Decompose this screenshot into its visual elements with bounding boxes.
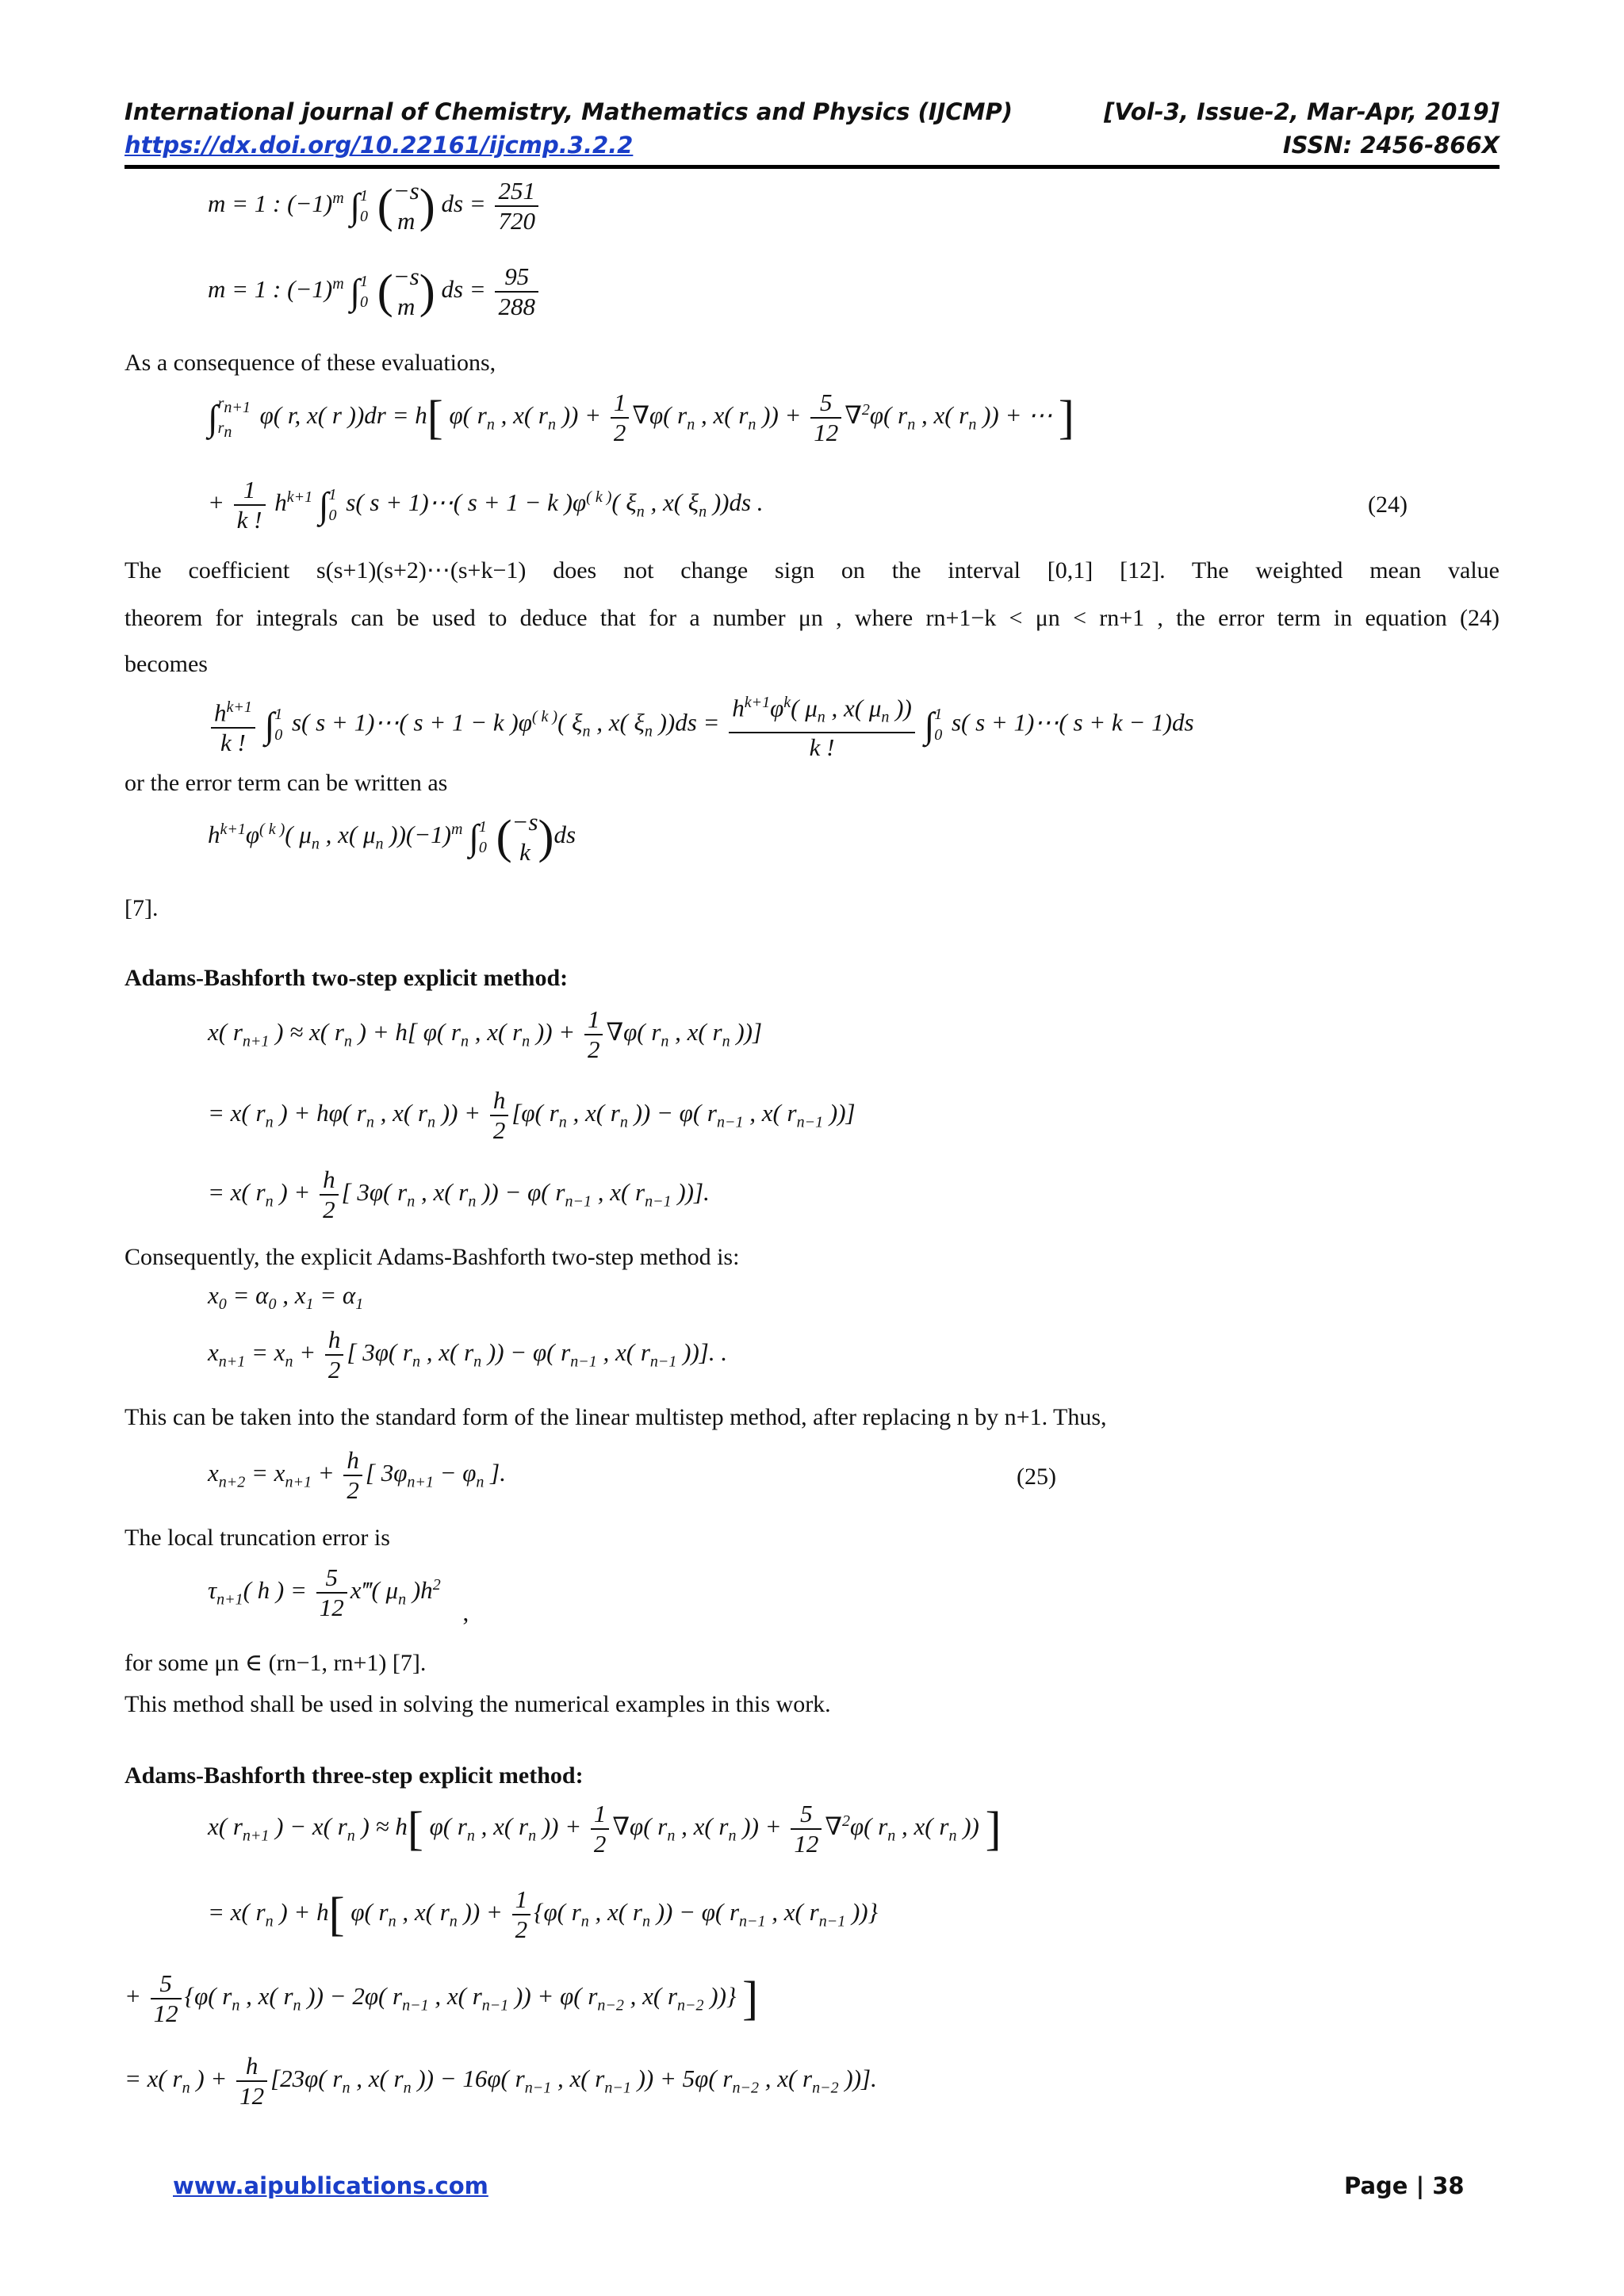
eq-m1-b-num: 95 [495,262,538,293]
paragraph-ref7: [7]. [124,895,159,921]
equation-m1-a: m = 1 : $(-1)^m$ ∫ 1 0 ( −s m ) ds = $\frac{251}{720}$ [208,176,542,236]
equation-m1-b: m = 1 : $(-1)^m$ ∫ 1 0 ( −s m ) ds = $\frac{95}{288}$ [208,262,542,322]
equation-truncation: $\tau_{n+1}$( h ) = $\frac{5}{12}$ x‴( $\mu_n$ )$h^2$ , [208,1563,469,1627]
paragraph-consequence: As a consequence of these evaluations, [124,350,496,376]
equation-24-line2: + $\frac{1}{k !}$ $h^{k+1}$ ∫ 1 0 s( s + 1)⋯( s + 1 − k )$\varphi^{( k )}$( $\xi_n$ , x( $\xi_n$ ))ds . [208,476,764,534]
journal-title: International journal of Chemistry, Mathematics and Physics (IJCMP) [124,98,1013,125]
equation-initial: $x_0 = \alpha_0$ , $x_1 = \alpha_1$ [208,1281,364,1314]
equation-24-line1: ∫ $r_{n+1}$ $r_n$ φ( r, x( r ))dr = h[ φ( $r_n$ , x( $r_n$ )) + $\frac{1}{2}$ ∇φ( $r_n$ , x( $r_n$ )) + $\frac{5}{12}$ ∇$^2$φ( $r_n$ , x( $r_n$ )) + ⋯ ] [208,388,1074,446]
equation-25-label: (25) [1017,1464,1056,1490]
equation-25: $x_{n+2} = x_{n+1}$ + $\frac{h}{2}$ [ $3\varphi_{n+1} - \varphi_n$ ]. [208,1446,506,1504]
header-rule [124,165,1500,169]
heading-two-step: Adams-Bashforth two-step explicit method: [124,965,569,991]
equation-two-step-method: $x_{n+1} = x_n$ + $\frac{h}{2}$ [ 3φ( $r_n$ , x( $r_n$ )) − φ( $r_{n-1}$ , x( $r_{n-1}$ ))]. . [208,1326,728,1383]
eq-m1-a-num: 251 [495,177,538,207]
equation-error-alt: $h^{k+1}\varphi^{( k )}$( $\mu_n$ , x( $\mu_n$ ))$(-1)^m$ ∫ 1 0 ( −s k )ds [208,808,576,866]
paragraph-for-some: for some μn ∈ (rn−1, rn+1) [7]. [124,1650,427,1676]
paragraph-method-used: This method shall be used in solving the numerical examples in this work. [124,1691,831,1717]
eq-m1-b-den: 288 [498,293,535,320]
equation-error-term: $\frac{h^{k+1}}{k !}$ ∫ 1 0 s( s + 1)⋯( s + 1 − k )$\varphi^{( k )}$( $\xi_n$ , x( $\xi_n$ ))ds = $\frac{h^{k+1}\varphi^k( \mu_n , x( \mu_n ))}{k !}$ ∫ 1 0 s( s + 1)⋯( s + k − 1)ds [208,688,1194,762]
paragraph-or: or the error term can be written as [124,770,448,796]
equation-three-step-1: x( $r_{n+1}$ ) − x( $r_n$ ) ≈ h[ φ( $r_n$ , x( $r_n$ )) + $\frac{1}{2}$ ∇φ( $r_n$ , x( $r_n$ )) + $\frac{5}{12}$ ∇$^2$φ( $r_n$ , x( $r_n$ )) ] [208,1800,1002,1858]
paragraph-standard-form: This can be taken into the standard form of the linear multistep method, after replacing n by n+1. Thus, [124,1404,1107,1430]
paragraph-theorem: theorem for integrals can be used to deduce that for a number μn , where rn+1−k < μn < rn+1 , the error term in equation (24) [124,605,1500,631]
equation-two-step-1: x( $r_{n+1}$ ) ≈ x( $r_n$ ) + h[ φ( $r_n$ , x( $r_n$ )) + $\frac{1}{2}$ ∇φ( $r_n$ , x( $r_n$ ))] [208,1005,763,1063]
page-number: Page | 38 [1344,2172,1465,2199]
volume-info: [Vol-3, Issue-2, Mar-Apr, 2019] [1104,98,1500,125]
doi-link[interactable]: https://dx.doi.org/10.22161/ijcmp.3.2.2 [124,132,634,159]
paragraph-local: The local truncation error is [124,1525,390,1551]
paragraph-consequently: Consequently, the explicit Adams-Bashforth two-step method is: [124,1244,740,1270]
equation-three-step-4: = x( $r_n$ ) + $\frac{h}{12}$ [23φ( $r_n$ , x( $r_n$ )) − 16φ( $r_{n-1}$ , x( $r_{n-1}$ )) + 5φ( $r_{n-2}$ , x( $r_{n-2}$ ))]. [124,2052,877,2110]
footer-site-link[interactable]: www.aipublications.com [173,2172,488,2199]
eq-m1-a-den: 720 [498,207,535,235]
paragraph-coefficient: The coefficient s(s+1)(s+2)⋯(s+k−1) does not change sign on the interval [0,1] [12]. The weighted mean value [124,557,1500,584]
equation-24-label: (24) [1368,492,1408,518]
equation-two-step-3: = x( $r_n$ ) + $\frac{h}{2}$ [ 3φ( $r_n$ , x( $r_n$ )) − φ( $r_{n-1}$ , x( $r_{n-1}$ ))]. [208,1165,710,1223]
equation-three-step-2: = x( $r_n$ ) + h[ φ( $r_n$ , x( $r_n$ )) + $\frac{1}{2}$ {φ( $r_n$ , x( $r_n$ )) − φ( $r_{n-1}$ , x( $r_{n-1}$ ))} [208,1885,878,1943]
issn: ISSN: 2456-866X [1282,132,1500,159]
equation-three-step-3: + $\frac{5}{12}$ {φ( $r_n$ , x( $r_n$ )) − 2φ( $r_{n-1}$ , x( $r_{n-1}$ )) + φ( $r_{n-2}$ , x( $r_{n-2}$ ))} ] [124,1969,759,2027]
paragraph-becomes: becomes [124,651,208,677]
equation-two-step-2: = x( $r_n$ ) + hφ( $r_n$ , x( $r_n$ )) + $\frac{h}{2}$ [φ( $r_n$ , x( $r_n$ )) − φ( $r_{n-1}$ , x( $r_{n-1}$ ))] [208,1086,856,1144]
heading-three-step: Adams-Bashforth three-step explicit method: [124,1762,584,1789]
